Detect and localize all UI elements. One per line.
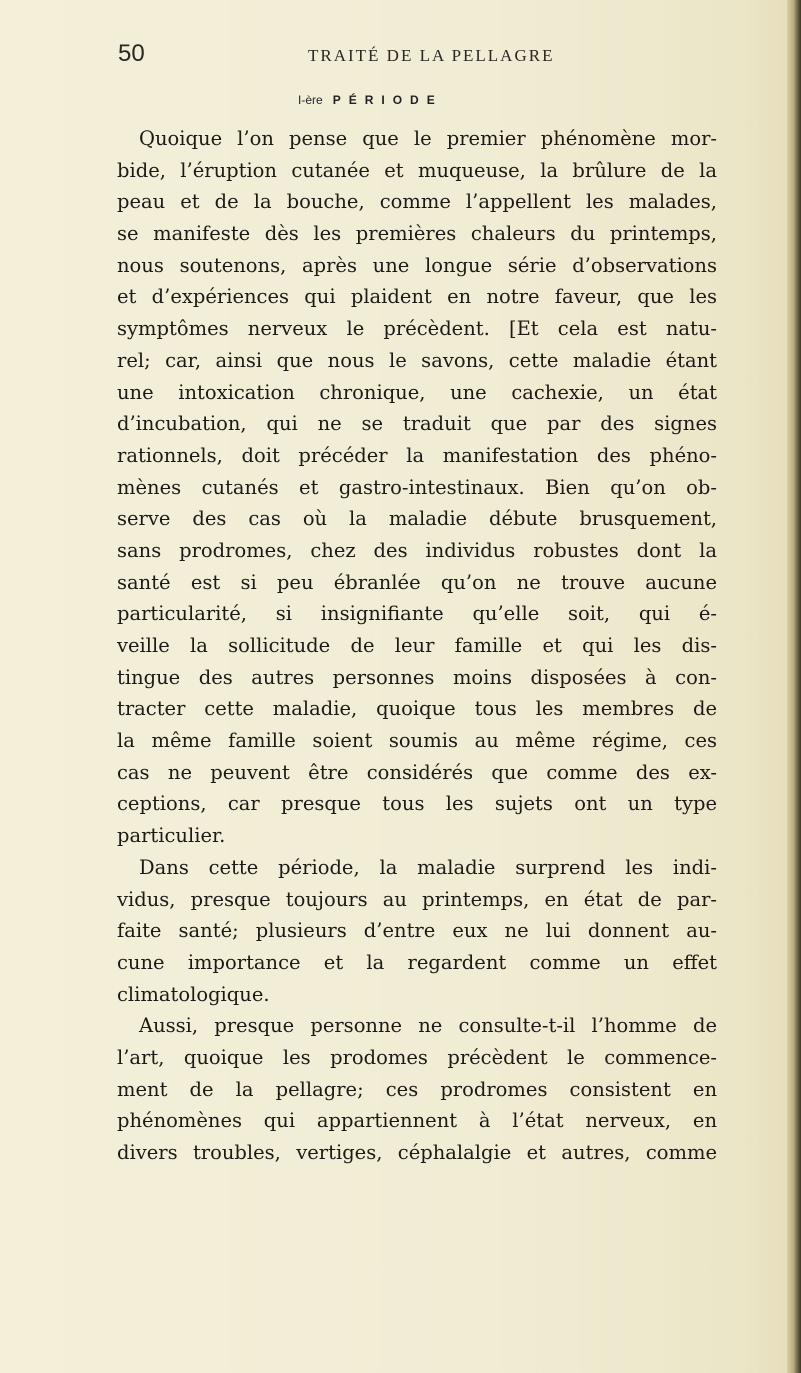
text-line: cune importance et la regardent comme un effet <box>117 950 717 974</box>
text-line: Aussi, presque personne ne consulte-t-il l’homme de <box>139 1014 717 1038</box>
section-title: PÉRIODE <box>332 93 443 107</box>
page-number: 50 <box>118 40 145 67</box>
text-line: et d’expériences qui plaident en notre faveur, que les <box>117 285 717 309</box>
text-line: peau et de la bouche, comme l’appellent les malades, <box>117 190 717 214</box>
text-line: nous soutenons, après une longue série d’observations <box>117 253 717 277</box>
text-line: symptômes nerveux le précèdent. [Et cela est natu- <box>117 317 717 341</box>
text-line: d’incubation, qui ne se traduit que par des signes <box>117 412 717 436</box>
text-line: particularité, si insignifiante qu’elle soit, qui é- <box>117 602 717 626</box>
text-line: particulier. <box>117 824 226 848</box>
text-line: tingue des autres personnes moins disposées à con- <box>117 665 717 689</box>
text-line: rel; car, ainsi que nous le savons, cette maladie étant <box>117 348 717 372</box>
text-line: Dans cette période, la maladie surprend les indi- <box>139 855 717 879</box>
text-line: mènes cutanés et gastro-intestinaux. Bien qu’on ob- <box>117 475 717 499</box>
text-line: ment de la pellagre; ces prodromes consistent en <box>117 1077 717 1101</box>
text-line: bide, l’éruption cutanée et muqueuse, la brûlure de la <box>117 158 717 182</box>
text-line: santé est si peu ébranlée qu’on ne trouve aucune <box>117 570 717 594</box>
page-header <box>118 40 758 70</box>
text-line: phénomènes qui appartiennent à l’état nerveux, en <box>117 1109 717 1133</box>
text-line: veille la sollicitude de leur famille et qui les dis- <box>117 634 717 657</box>
text-line: se manifeste dès les premières chaleurs du printemps, <box>117 222 717 246</box>
text-line: sans prodromes, chez des individus robustes dont la <box>117 538 717 562</box>
text-line: ceptions, car presque tous les sujets ont un type <box>117 792 717 816</box>
section-ordinal: I-ère <box>298 93 323 107</box>
body-text <box>117 123 717 1169</box>
text-line: climatologique. <box>117 982 270 1006</box>
section-heading <box>298 92 443 107</box>
text-line: serve des cas où la maladie débute brusquement, <box>117 507 717 531</box>
text-line: faite santé; plusieurs d’entre eux ne lui donnent au- <box>117 919 717 943</box>
text-line: une intoxication chronique, une cachexie, un état <box>117 380 717 404</box>
text-line: divers troubles, vertiges, céphalalgie et autres, comme <box>117 1141 717 1164</box>
text-line: rationnels, doit précéder la manifestation des phéno- <box>117 443 717 467</box>
text-line: vidus, presque toujours au printemps, en état de par- <box>117 887 717 911</box>
text-line: tracter cette maladie, quoique tous les membres de <box>117 697 717 721</box>
running-title: TRAITÉ DE LA PELLAGRE <box>308 46 555 65</box>
text-line: la même famille soient soumis au même régime, ces <box>117 729 717 753</box>
page-edge-shadow <box>787 0 801 1373</box>
text-line: Quoique l’on pense que le premier phénomène mor- <box>139 127 717 150</box>
text-line: l’art, quoique les prodomes précèdent le commence- <box>117 1045 717 1069</box>
text-line: cas ne peuvent être considérés que comme des ex- <box>117 760 717 784</box>
